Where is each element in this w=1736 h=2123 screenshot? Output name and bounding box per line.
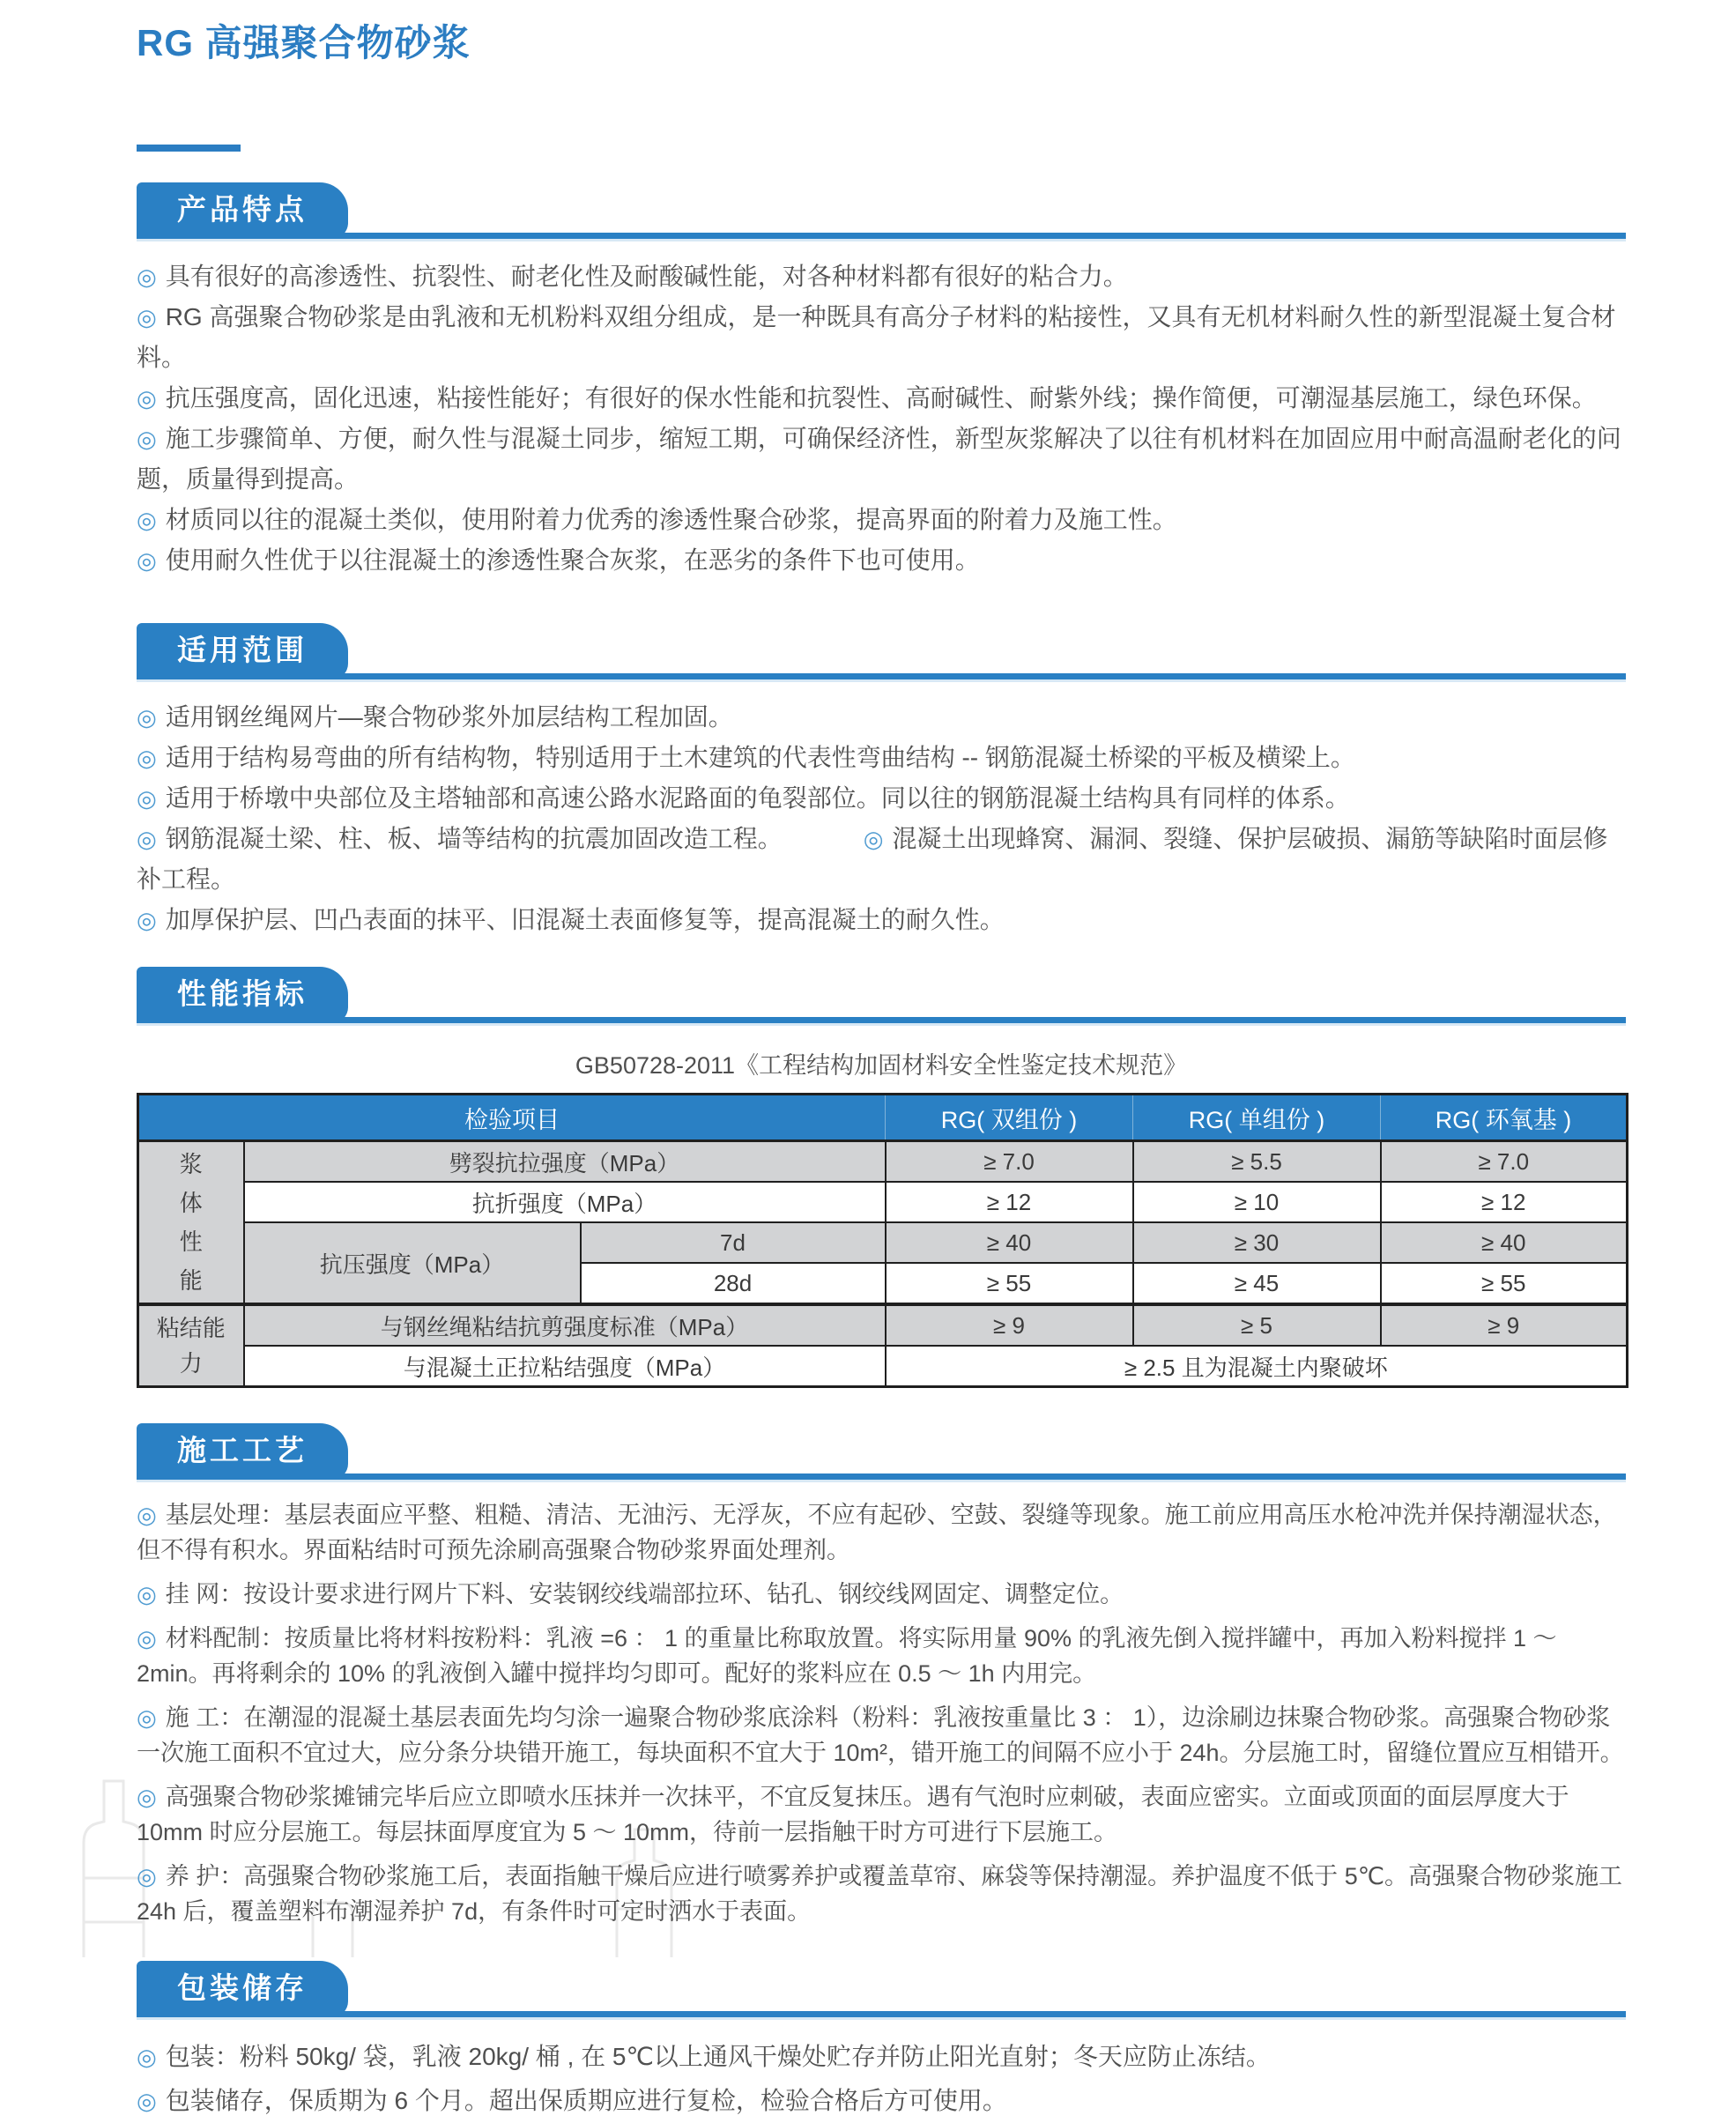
bullet-text: 施工步骤简单、方便，耐久性与混凝土同步，缩短工期，可确保经济性，新型灰浆解决了以往有机材料在加固应用中耐高温耐老化的问题，质量得到提高。: [137, 425, 1621, 493]
section-badge-performance: 性能指标: [137, 967, 348, 1023]
bullet-icon: ◎: [863, 826, 884, 852]
test-item: 与混凝土正拉粘结强度（MPa）: [244, 1346, 886, 1387]
title-underline: [137, 145, 241, 152]
value-cell: ≥ 9: [886, 1304, 1133, 1346]
bullet-text: 高强聚合物砂浆摊铺完毕后应立即喷水压抹并一次抹平，不宜反复抹压。遇有气泡时应刺破，表面应密实。立面或顶面的面层厚度大于 10mm 时应分层施工。每层抹面厚度宜为 5 ～ 10mm，待前一层指触干时方可进行下层施工。: [137, 1784, 1569, 1845]
value-cell-merged: ≥ 2.5 且为混凝土内聚破坏: [886, 1346, 1628, 1387]
value-cell: ≥ 12: [1381, 1182, 1628, 1222]
list-item: [137, 2035, 1626, 2079]
bullet-icon: ◎: [137, 385, 157, 412]
section-rule: [137, 673, 1626, 679]
section-badge-features: 产品特点: [137, 182, 348, 239]
list-item: [137, 697, 1626, 738]
bullet-text: 加厚保护层、凹凸表面的抹平、旧混凝土表面修复等，提高混凝土的耐久性。: [165, 906, 1005, 933]
bullet-text: 使用耐久性优于以往混凝土的渗透性聚合灰浆，在恶劣的条件下也可使用。: [165, 546, 980, 574]
list-item: [137, 1859, 1626, 1929]
bullet-icon: ◎: [137, 304, 157, 330]
bullet-icon: ◎: [137, 2088, 157, 2114]
section-header-performance: [137, 967, 1626, 1023]
col-header-rg2: RG( 双组份 ): [886, 1095, 1133, 1141]
vertical-label: [146, 1145, 236, 1300]
bullet-text: 养 护：高强聚合物砂浆施工后，表面指触干燥后应进行喷雾养护或覆盖草帘、麻袋等保持潮湿。养护温度不低于 5℃。高强聚合物砂浆施工 24h 后，覆盖塑料布潮湿养护 7d，有条件时可定时洒水于表面。: [137, 1863, 1623, 1925]
bullet-text: 适用于桥墩中央部位及主塔轴部和高速公路水泥路面的龟裂部位。同以往的钢筋混凝土结构具有同样的体系。: [165, 784, 1350, 812]
value-cell: ≥ 45: [1133, 1263, 1381, 1304]
list-item: [137, 256, 1626, 297]
section-header-process: [137, 1423, 1626, 1480]
bullet-text: 包装：粉料 50kg/ 袋，乳液 20kg/ 桶 , 在 5℃以上通风干燥处贮存并防止阳光直射；冬天应防止冻结。: [165, 2043, 1271, 2070]
col-header-rgep: RG( 环氧基 ): [1381, 1095, 1628, 1141]
table-caption: GB50728-2011《工程结构加固材料安全性鉴定技术规范》: [575, 1052, 1188, 1079]
list-item: [137, 1621, 1626, 1691]
test-item: 劈裂抗拉强度（MPa）: [244, 1141, 886, 1183]
value-cell: ≥ 10: [1133, 1182, 1381, 1222]
table-row: [138, 1304, 1628, 1346]
test-item-compressive: 抗压强度（MPa）: [244, 1222, 581, 1304]
bullet-text: 材料配制：按质量比将材料按粉料：乳液 =6 ： 1 的重量比称取放置。将实际用量 90% 的乳液先倒入搅拌罐中，再加入粉料搅拌 1 ～ 2min。再将剩余的 10% 的乳液倒入罐中搅拌均匀即可。配好的浆料应在 0.5 ～ 1h 内用完。: [137, 1625, 1557, 1687]
value-cell: ≥ 40: [1381, 1222, 1628, 1263]
list-item: [137, 297, 1626, 378]
list-item: [137, 419, 1626, 500]
bullet-icon: ◎: [137, 547, 157, 574]
section-header-scope: [137, 623, 1626, 679]
value-cell: ≥ 12: [886, 1182, 1133, 1222]
label-char: 体: [179, 1190, 203, 1216]
col-header-rg1: RG( 单组份 ): [1133, 1095, 1381, 1141]
bullet-icon: ◎: [137, 2044, 157, 2070]
list-item: [137, 1779, 1626, 1850]
bullet-text: 抗压强度高，固化迅速，粘接性能好；有很好的保水性能和抗裂性、高耐碱性、耐紫外线；操作简便，可潮湿基层施工，绿色环保。: [165, 384, 1597, 412]
list-item: [137, 1577, 1626, 1612]
value-cell: ≥ 40: [886, 1222, 1133, 1263]
test-item: 抗折强度（MPa）: [244, 1182, 886, 1222]
bullet-icon: ◎: [137, 745, 157, 771]
section-scope: [137, 623, 1626, 940]
bullet-text: 具有很好的高渗透性、抗裂性、耐老化性及耐酸碱性能，对各种材料都有很好的粘合力。: [165, 263, 1128, 290]
bullet-icon: ◎: [137, 826, 157, 852]
bullet-icon: ◎: [137, 785, 157, 812]
list-item: [137, 500, 1626, 540]
page-content: [137, 0, 1626, 2123]
value-cell: ≥ 5.5: [1133, 1141, 1381, 1183]
list-item: [137, 1497, 1626, 1568]
section-process: [137, 1423, 1626, 1929]
bullet-text: 包装储存，保质期为 6 个月。超出保质期应进行复检，检验合格后方可使用。: [165, 2087, 1007, 2114]
process-list: [137, 1497, 1626, 1929]
table-row: [138, 1141, 1628, 1183]
bullet-text: 材质同以往的混凝土类似，使用附着力优秀的渗透性聚合砂浆，提高界面的附着力及施工性。: [165, 506, 1177, 533]
group-label-bond-capacity: 粘结能力: [138, 1304, 244, 1387]
packaging-list: [137, 2035, 1626, 2123]
bullet-icon: ◎: [137, 426, 157, 452]
sub-item: 28d: [581, 1263, 886, 1304]
section-rule: [137, 2011, 1626, 2017]
scope-list: [137, 697, 1626, 940]
table-row: [138, 1346, 1628, 1387]
bullet-icon: ◎: [137, 1625, 157, 1652]
table-row: [138, 1222, 1628, 1263]
bullet-text: 基层处理：基层表面应平整、粗糙、清洁、无油污、无浮灰，不应有起砂、空鼓、裂缝等现象。施工前应用高压水枪冲洗并保持潮湿状态，但不得有积水。界面粘结时可预先涂刷高强聚合物砂浆界面处理剂。: [137, 1502, 1617, 1563]
bullet-icon: ◎: [137, 704, 157, 731]
bullet-text: 适用钢丝绳网片—聚合物砂浆外加层结构工程加固。: [165, 703, 733, 731]
list-item: [137, 900, 1626, 940]
section-rule: [137, 1017, 1626, 1023]
bullet-icon: ◎: [137, 507, 157, 533]
table-header-row: [138, 1095, 1628, 1141]
section-badge-process: 施工工艺: [137, 1423, 348, 1480]
bullet-icon: ◎: [137, 1863, 157, 1889]
label-char: 性: [179, 1229, 203, 1255]
section-rule-shadow: [137, 1480, 1626, 1482]
bullet-text: 施 工：在潮湿的混凝土基层表面先均匀涂一遍聚合物砂浆底涂料（粉料：乳液按重量比 3 ： 1），边涂刷边抹聚合物砂浆。高强聚合物砂浆一次施工面积不宜过大，应分条分块错开施工，每块面积不宜大于 10m²，错开施工的间隔不应小于 24h。分层施工时，留缝位置应互相错开。: [137, 1704, 1624, 1766]
section-rule-shadow: [137, 679, 1626, 682]
performance-table: [137, 1093, 1628, 1388]
col-header-item: 检验项目: [138, 1095, 886, 1141]
list-item: [137, 778, 1626, 819]
section-badge-scope: 适用范围: [137, 623, 348, 679]
value-cell: ≥ 9: [1381, 1304, 1628, 1346]
sub-item: 7d: [581, 1222, 886, 1263]
list-item: [137, 540, 1626, 581]
bullet-icon: ◎: [137, 264, 157, 290]
list-item: [137, 2079, 1626, 2123]
bullet-text: 混凝土出现蜂窝、漏洞、裂缝、保护层破损、漏筋等缺陷时面层修补工程。: [137, 825, 1608, 893]
features-list: [137, 256, 1626, 581]
table-row: [138, 1182, 1628, 1222]
section-rule: [137, 233, 1626, 239]
bullet-icon: ◎: [137, 907, 157, 933]
value-cell: ≥ 55: [886, 1263, 1133, 1304]
section-rule-shadow: [137, 2017, 1626, 2020]
section-packaging: [137, 1961, 1626, 2123]
list-item: [137, 378, 1626, 419]
section-rule-shadow: [137, 1023, 1626, 1026]
page-title: RG 高强聚合物砂浆: [137, 22, 471, 63]
list-item: [137, 1700, 1626, 1770]
section-performance: [137, 967, 1626, 1388]
group-label-paste-performance: [138, 1141, 244, 1305]
value-cell: ≥ 30: [1133, 1222, 1381, 1263]
value-cell: ≥ 7.0: [1381, 1141, 1628, 1183]
label-char: 浆: [179, 1151, 203, 1177]
test-item: 与钢丝绳粘结抗剪强度标准（MPa）: [244, 1304, 886, 1346]
section-badge-packaging: 包装储存: [137, 1961, 348, 2017]
list-item-pair: [137, 819, 1626, 900]
list-item: [137, 738, 1626, 778]
value-cell: ≥ 7.0: [886, 1141, 1133, 1183]
label-char: 能: [179, 1267, 203, 1294]
section-features: [137, 182, 1626, 581]
section-rule-shadow: [137, 239, 1626, 241]
bullet-text: 挂 网：按设计要求进行网片下料、安装钢绞线端部拉环、钻孔、钢绞线网固定、调整定位。: [165, 1581, 1124, 1607]
bullet-icon: ◎: [137, 1784, 157, 1810]
bullet-text: 适用于结构易弯曲的所有结构物，特别适用于土木建筑的代表性弯曲结构 -- 钢筋混凝土桥梁的平板及横梁上。: [165, 744, 1355, 771]
bullet-text: 钢筋混凝土梁、柱、板、墙等结构的抗震加固改造工程。: [165, 825, 783, 852]
section-header-packaging: [137, 1961, 1626, 2017]
bullet-icon: ◎: [137, 1502, 157, 1528]
section-rule: [137, 1473, 1626, 1480]
value-cell: ≥ 5: [1133, 1304, 1381, 1346]
bullet-text: RG 高强聚合物砂浆是由乳液和无机粉料双组分组成，是一种既具有高分子材料的粘接性，又具有无机材料耐久性的新型混凝土复合材料。: [137, 303, 1616, 371]
section-header-features: [137, 182, 1626, 239]
bullet-icon: ◎: [137, 1581, 157, 1607]
value-cell: ≥ 55: [1381, 1263, 1628, 1304]
bullet-icon: ◎: [137, 1704, 157, 1731]
